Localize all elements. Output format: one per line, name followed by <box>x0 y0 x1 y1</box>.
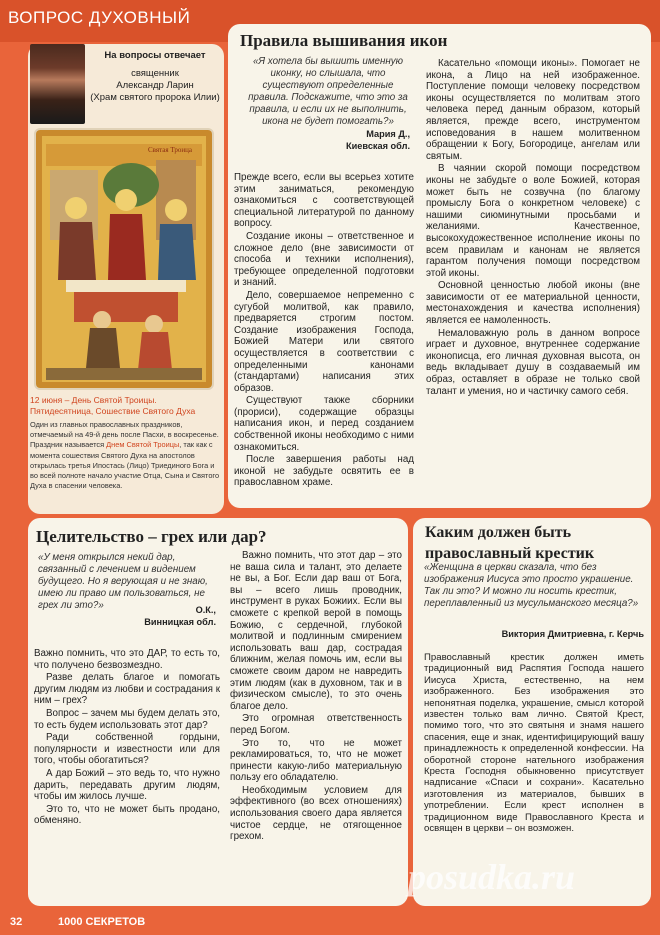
icon-label: Святая Троица <box>148 146 192 154</box>
paragraph: Это то, что не может рекламироваться, то, что не может принести какую-либо материальную пользу его обладателю. <box>230 737 402 784</box>
article2-location: Винницкая обл. <box>144 617 216 627</box>
paragraph: После завершения работы над иконой не забудьте освятить ее в православном храме. <box>234 454 414 489</box>
answerer-church: (Храм святого пророка Илии) <box>90 92 220 103</box>
paragraph: Существуют также сборники (прориси), содержащие образцы написания икон, и перед созданием собственной иконы необходимо с ними ознакомиться. <box>234 395 414 453</box>
article3-author: Виктория Дмитриевна, г. Керчь <box>501 629 644 639</box>
section-title: ВОПРОС ДУХОВНЫЙ <box>8 8 191 27</box>
paragraph: Важно помнить, что это ДАР, то есть то, что получено безвозмездно. <box>34 648 220 671</box>
paragraph: Разве делать благое и помогать другим людям из любви и сострадания к ним – грех? <box>34 672 220 707</box>
paragraph: Ради собственной гордыни, популярности и известности или для того, чтобы обогатиться? <box>34 732 220 767</box>
paragraph: А дар Божий – это ведь то, что нужно дарить, передавать другим людям, чтобы им жилось лучше. <box>34 767 220 803</box>
paragraph: Это огромная ответственность перед Богом. <box>230 713 402 736</box>
answerer-name: Александр Ларин <box>116 80 194 91</box>
paragraph: Прежде всего, если вы всерьез хотите этим заниматься, рекомендую ознакомиться с соответствующей специальной литературой по данному вопросу. <box>234 172 414 230</box>
article1-signature <box>250 128 410 152</box>
icon-body-a: Один из главных православных праздников, отмечаемый на 49-й день после Пасхи, в воскресенье. Праздник называется <box>30 420 219 450</box>
article3-body <box>424 652 644 836</box>
answerer-block <box>30 44 224 126</box>
paragraph: Касательно «помощи иконы». Помогает не икона, а Лицо на ней изображенное. Поступление помощи человеку посредством иконы осуществляется по молитвам этого человека перед данным образом, который является, прежде всего, инструментом исповедования в нашем молитвенном обращении к Богу, Богородице, ангелам или святым. <box>426 58 640 162</box>
article2-signature <box>60 604 216 628</box>
paragraph: Православный крестик должен иметь традиционный вид Распятия Господа нашего Иисуса Христа, естественно, на нем изображенного. Без изображения это непонятная поделка, украшение, смысл которой известен только вам лично. Святой Крест, помимо того, что это святыня и знамя нашего спасения, еще и знак, идентифицирующий вашу принадлежность к определенной конфессии. На оборотной стороне нательного изображения Креста Господня обыкновенно присутствует надписание «Спаси и сохрани». Касательно изготовления из материалов, бывших в употреблении. Если крест исполнен в традиционном виде Православного Креста и освящен в церкви – он возможен. <box>424 652 644 835</box>
icon-body-b: , так как с момента сошествия Святого Духа на апостолов открылась третья Ипостась (Лицо) Триединого Бога и во всей полноте начало участие Отца, Сына и Святого Духа в спасении человека. <box>30 440 220 491</box>
article1-col2 <box>426 58 640 398</box>
paragraph: В чаянии скорой помощи посредством иконы не забудьте о воле Божией, которая может быть не созвучна (по благому промыслу Бога о конкретном человеке) с нашими сиюминутными просьбами и желаниями. Качественное, высокохудожественное исполнение иконы по всем правилам и канонам не является гарантом получения помощи посредством этой иконы. <box>426 163 640 279</box>
footer <box>0 908 660 935</box>
magazine-brand: 1000 СЕКРЕТОВ <box>58 916 146 928</box>
paragraph: Создание иконы – ответственное и сложное дело (вне зависимости от способа и техники исполнения), требующее определенной подготовки и знаний. <box>234 230 414 289</box>
icon-caption: 12 июня – День Святой Троицы. Пятидесятница, Сошествие Святого Духа <box>30 395 196 416</box>
article2-col1 <box>34 648 220 828</box>
answerer-lead: На вопросы отвечает <box>104 50 206 61</box>
paragraph: Это то, что не может быть продано, обменяно. <box>34 803 220 827</box>
article2-author: О.К., <box>195 605 216 615</box>
article1-author: Мария Д., <box>366 129 410 139</box>
answerer-info <box>90 68 220 104</box>
watermark: posudka.ru <box>408 857 576 897</box>
article2-col2 <box>230 550 402 844</box>
article3-title: Каким должен быть православный крестик <box>425 524 595 562</box>
paragraph: Немаловажную роль в данном вопросе играет и духовное, внутреннее содержание иконописца, его личная духовная высота, он ведь вкладывает душу в создаваемый им образ, оставляет в образе не только свой талант и умения, но и частичку самого себя. <box>426 327 640 397</box>
paragraph: Вопрос – зачем мы будем делать это, то есть будем использовать этот дар? <box>34 707 220 731</box>
paragraph: Основной ценностью любой иконы (вне зависимости от ее материальной ценности, местонахождения и качества исполнения) является ее намоленность. <box>426 280 640 327</box>
paragraph: Дело, совершаемое непременно с сугубой молитвой, как правило, предваряется строгим постом. Создание изображения Господа, Божией Матери или святого осуществляется в соответствии с определенными канонами (стандартами) написания этих образов. <box>234 289 414 394</box>
icon-body-highlight: Днем Святой Троицы <box>106 440 180 450</box>
article1-title: Правила вышивания икон <box>240 31 448 50</box>
answerer-role: священник <box>131 68 179 79</box>
article1-col1 <box>234 172 414 490</box>
article1-location: Киевская обл. <box>346 141 410 151</box>
priest-photo <box>30 44 85 124</box>
article3-question: «Женщина в церкви сказала, что без изображения Иисуса это просто украшение. Так ли это? И можно ли носить крестик, переплавленный из мусульманского месяца?» <box>424 562 639 609</box>
article1-question: «Я хотела бы вышить именную иконку, но слышала, что существуют определенные правила. Подскажите, что это за правила, и если их не выполнить, икона не будет помогать?» <box>248 56 408 127</box>
paragraph: Необходимым условием для эффективного (во всех отношениях) использования своего дара является чистое сердце, не отягощенное грехом. <box>230 784 402 843</box>
page-number: 32 <box>10 916 23 928</box>
icon-description <box>30 420 220 491</box>
paragraph: Важно помнить, что этот дар – это не ваша сила и талант, это делаете не вы, а Бог. Если дар ваш от Бога, вы – всего лишь проводник, инструмент в руках Божиих. Если вы сможете с крепкой верой в помощь Божию, с сердечной, глубокой молитвой и подлинным смирением использовать ваш дар, сострадая ближним, желая помочь им, если вы сможете своим даром не навредить этим людям (как в духовном, так и в физическом смысле), то это очень благое дело. <box>230 550 402 712</box>
article2-question: «У меня открылся некий дар, связанный с лечением и видением будущего. Но я верующая и не знаю, имею ли право им пользоваться, не грех ли это?» <box>38 552 208 611</box>
trinity-icon-image <box>34 128 214 390</box>
article2-title: Целительство – грех или дар? <box>36 527 267 546</box>
